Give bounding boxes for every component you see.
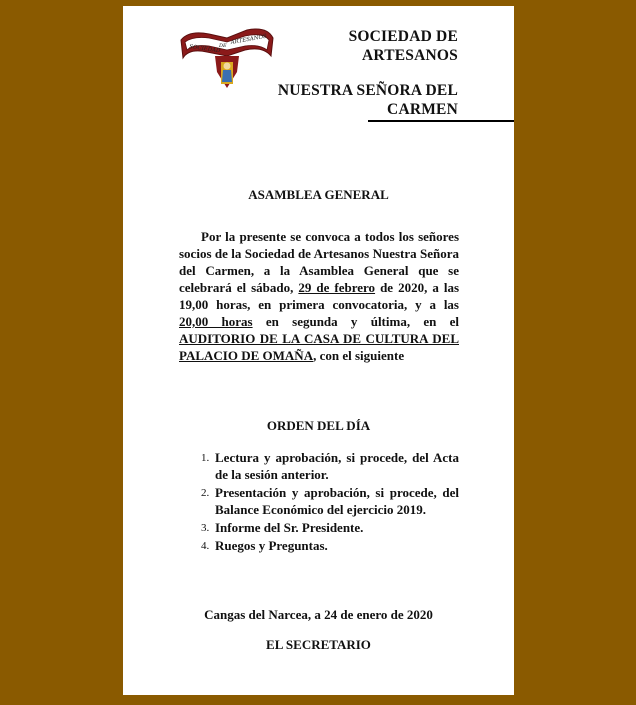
convocation-text-2: de 2020, a las 19,00 horas, en primera convocatoria, y a las [179, 280, 460, 312]
convocation-text-4: , con el siguiente [313, 348, 405, 363]
agenda-title: ORDEN DEL DÍA [266, 418, 371, 433]
meeting-venue: AUDITORIO DE LA CASA DE CULTURA DEL PALACIO DE OMAÑA [179, 331, 459, 363]
organization-subtitle [278, 81, 458, 119]
convocation-text-1: Por la presente se convoca a todos los señores socios de la Sociedad de Artesanos Nuestra Señora del Carmen, a la Asamblea General que se celebrará el sábado, [179, 229, 459, 295]
document-title: ASAMBLEA GENERAL [248, 187, 389, 202]
signature-line: EL SECRETARIO [266, 637, 371, 652]
svg-text:DE: DE [219, 43, 227, 49]
convocation-paragraph [179, 228, 459, 364]
agenda-item-text: Presentación y aprobación, si procede, del Balance Económico del ejercicio 2019. [215, 485, 459, 517]
agenda-item [201, 537, 459, 554]
organization-name [349, 27, 458, 65]
svg-text:ARTESANOS: ARTESANOS [230, 33, 268, 46]
svg-text:SOCIEDAD: SOCIEDAD [188, 44, 221, 55]
meeting-date: 29 de febrero [298, 280, 376, 295]
second-call-time: 20,00 horas [179, 314, 253, 329]
agenda-item-text: Lectura y aprobación, si procede, del Acta de la sesión anterior. [215, 450, 459, 482]
agenda-item-number: 1. [201, 452, 210, 464]
agenda-item-text: Ruegos y Preguntas. [215, 538, 328, 553]
convocation-text-3: en segunda y última, en el [252, 314, 460, 329]
org-name-line-4: CARMEN [387, 101, 458, 118]
agenda-item-number: 2. [201, 487, 210, 499]
agenda-item-number: 3. [201, 522, 210, 534]
agenda-item [201, 484, 459, 518]
document-page [123, 6, 514, 695]
header-rule [368, 120, 514, 122]
org-name-line-2: ARTESANOS [361, 47, 458, 64]
agenda-list [201, 449, 459, 555]
org-name-line-3: NUESTRA SEÑORA DEL [277, 82, 458, 99]
agenda-item [201, 519, 459, 536]
agenda-item-number: 4. [201, 540, 210, 552]
place-and-date: Cangas del Narcea, a 24 de enero de 2020 [204, 607, 433, 622]
society-logo [179, 22, 275, 94]
agenda-item-text: Informe del Sr. Presidente. [215, 520, 364, 535]
agenda-item [201, 449, 459, 483]
org-name-line-1: SOCIEDAD DE [348, 28, 458, 45]
